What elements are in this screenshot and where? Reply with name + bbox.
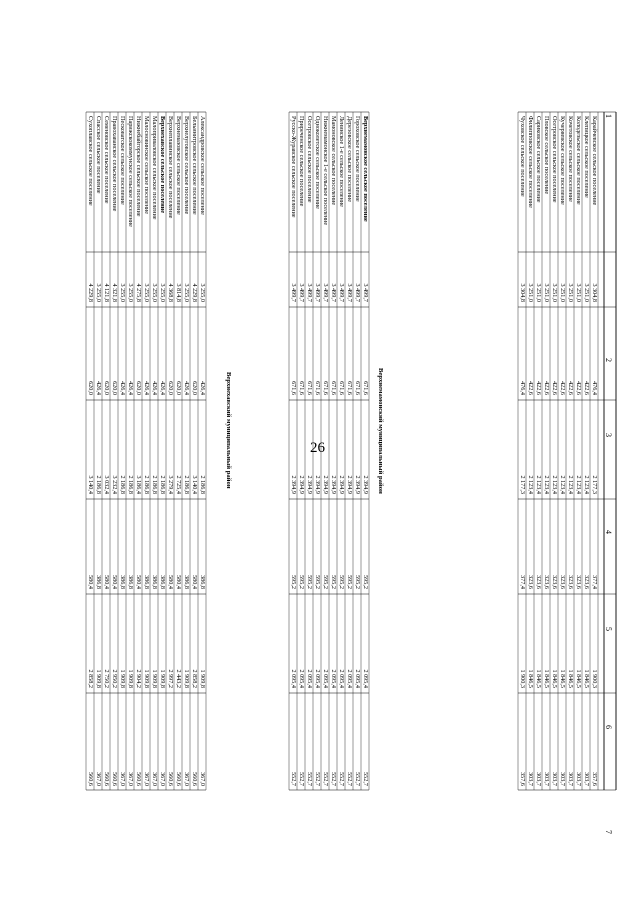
value-cell-col-5: 323,6 bbox=[583, 575, 590, 589]
value-cell-col-2: 4 229,8 bbox=[87, 283, 94, 302]
value-cell-col-5: 580,4 bbox=[191, 575, 198, 589]
value-cell-col-3: 422,6 bbox=[575, 381, 582, 395]
value-cell-col-3: 671,6 bbox=[330, 381, 337, 395]
header-col-2: 2 bbox=[604, 358, 613, 362]
value-cell-col-2: 3 255,0 bbox=[199, 283, 206, 302]
value-cell-col-2: 3 499,7 bbox=[346, 283, 353, 302]
settlement-name: Малоприваловское сельское поселение bbox=[151, 116, 158, 220]
value-cell-col-2: 3 255,0 bbox=[95, 283, 102, 302]
value-cell-col-5: 595,2 bbox=[330, 575, 337, 589]
value-cell-col-2: 3 255,0 bbox=[119, 283, 126, 302]
table-row bbox=[345, 0, 353, 905]
value-cell-col-6: 1 900,3 bbox=[591, 669, 598, 688]
value-cell-col-6: 1 909,8 bbox=[151, 669, 158, 688]
value-cell-col-3: 422,6 bbox=[567, 381, 574, 395]
value-cell-col-4: 2 177,3 bbox=[591, 475, 598, 494]
value-cell-col-7: 560,6 bbox=[135, 772, 142, 786]
value-cell-col-6: 2 443,2 bbox=[175, 669, 182, 688]
settlement-name: Колодезьское сельское поселение bbox=[575, 116, 582, 205]
value-cell-col-6: 1 909,8 bbox=[95, 669, 102, 688]
table-row bbox=[86, 0, 94, 905]
table-row bbox=[353, 0, 361, 905]
value-cell-col-2: 3 499,7 bbox=[306, 283, 313, 302]
value-cell-col-4: 2 123,4 bbox=[575, 475, 582, 494]
value-cell-col-4: 2 177,3 bbox=[519, 475, 526, 494]
value-cell-col-5: 323,6 bbox=[551, 575, 558, 589]
settlement-name: Малосновинское сельское поселение bbox=[143, 116, 150, 214]
value-cell-col-5: 595,2 bbox=[306, 575, 313, 589]
table-row bbox=[574, 0, 582, 905]
value-cell-col-4: 2 394,9 bbox=[314, 475, 321, 494]
value-cell-col-4: 2 394,9 bbox=[354, 475, 361, 494]
header-col-7: 7 bbox=[604, 830, 613, 834]
value-cell-col-5: 580,4 bbox=[87, 575, 94, 589]
value-cell-col-4: 2 123,4 bbox=[527, 475, 534, 494]
value-cell-col-4: 2 394,9 bbox=[322, 475, 329, 494]
value-cell-col-5: 595,2 bbox=[314, 575, 321, 589]
value-cell-col-2: 4 229,8 bbox=[191, 283, 198, 302]
value-cell-col-6: 2 095,4 bbox=[306, 669, 313, 688]
settlement-name: Семеновское сельское поселение bbox=[103, 116, 110, 204]
value-cell-col-5: 595,2 bbox=[354, 575, 361, 589]
value-cell-col-5: 386,8 bbox=[119, 575, 126, 589]
table-row bbox=[550, 0, 558, 905]
value-cell-col-4: 2 123,4 bbox=[559, 475, 566, 494]
value-cell-col-3: 426,4 bbox=[143, 381, 150, 395]
value-cell-col-7: 552,7 bbox=[322, 772, 329, 786]
value-cell-col-3: 620,0 bbox=[191, 381, 198, 395]
value-cell-col-3: 426,4 bbox=[119, 381, 126, 395]
value-cell-col-5: 386,8 bbox=[159, 575, 166, 589]
settlement-name: Одноколетское сельское поселение bbox=[314, 116, 321, 209]
value-cell-col-5: 323,6 bbox=[543, 575, 550, 589]
table-row bbox=[329, 0, 337, 905]
value-cell-col-5: 595,2 bbox=[290, 575, 297, 589]
value-cell-col-6: 1 909,8 bbox=[199, 669, 206, 688]
settlement-name: Кучеряевское сельское поселение bbox=[559, 116, 566, 205]
table-row bbox=[313, 0, 321, 905]
value-cell-col-6: 1 846,5 bbox=[551, 669, 558, 688]
value-cell-col-4: 2 186,8 bbox=[159, 475, 166, 494]
value-cell-col-6: 2 858,2 bbox=[191, 669, 198, 688]
value-cell-col-7: 552,7 bbox=[338, 772, 345, 786]
value-cell-col-3: 422,6 bbox=[543, 381, 550, 395]
value-cell-col-6: 1 900,3 bbox=[519, 669, 526, 688]
value-cell-col-4: 2 394,9 bbox=[346, 475, 353, 494]
value-cell-col-7: 560,6 bbox=[175, 772, 182, 786]
value-cell-col-6: 1 846,5 bbox=[543, 669, 550, 688]
value-cell-col-2: 4 121,8 bbox=[103, 283, 110, 302]
settlement-name: Гороховское сельское поселение bbox=[354, 116, 361, 202]
table-row bbox=[158, 0, 166, 905]
value-cell-col-7: 303,7 bbox=[559, 772, 566, 786]
value-cell-col-6: 2 095,4 bbox=[330, 669, 337, 688]
header-col-6: 6 bbox=[604, 725, 613, 729]
value-cell-col-5: 386,8 bbox=[95, 575, 102, 589]
header-col-3: 3 bbox=[604, 433, 613, 437]
value-cell-col-5: 323,6 bbox=[575, 575, 582, 589]
table-row bbox=[297, 0, 305, 905]
value-cell-col-2: 3 255,0 bbox=[183, 283, 190, 302]
value-cell-col-4: 2 123,4 bbox=[583, 475, 590, 494]
value-cell-col-4: 2 394,9 bbox=[306, 475, 313, 494]
value-cell-col-2: 3 255,0 bbox=[159, 283, 166, 302]
settlement-name: Кочетовское сельское поселение bbox=[567, 116, 574, 202]
table-row bbox=[102, 0, 110, 905]
value-cell-col-3: 476,4 bbox=[591, 381, 598, 395]
value-cell-col-5: 377,4 bbox=[519, 575, 526, 589]
table-row bbox=[566, 0, 574, 905]
table-row bbox=[142, 0, 150, 905]
value-cell-col-6: 2 095,4 bbox=[362, 669, 369, 688]
value-cell-col-3: 422,6 bbox=[535, 381, 542, 395]
value-cell-col-7: 357,6 bbox=[591, 772, 598, 786]
settlement-name: Верхнемамонское сельское поселение bbox=[362, 116, 369, 222]
settlement-name: Верхнеплавинское сельское поселение bbox=[167, 116, 174, 219]
page-number: 26 bbox=[310, 440, 325, 456]
value-cell-col-3: 620,0 bbox=[135, 381, 142, 395]
value-cell-col-7: 552,7 bbox=[298, 772, 305, 786]
value-cell-col-2: 4 321,8 bbox=[111, 283, 118, 302]
value-cell-col-3: 671,6 bbox=[346, 381, 353, 395]
settlement-name: Сариковское сельское поселение bbox=[535, 116, 542, 203]
value-cell-col-3: 426,4 bbox=[159, 381, 166, 395]
value-cell-col-4: 2 123,4 bbox=[567, 475, 574, 494]
value-cell-col-7: 552,7 bbox=[314, 772, 321, 786]
value-cell-col-4: 3 032,4 bbox=[103, 475, 110, 494]
value-cell-col-5: 580,4 bbox=[111, 575, 118, 589]
value-cell-col-4: 2 394,9 bbox=[362, 475, 369, 494]
value-cell-col-2: 3 814,8 bbox=[175, 283, 182, 302]
value-cell-col-7: 560,6 bbox=[167, 772, 174, 786]
value-cell-col-3: 476,4 bbox=[519, 381, 526, 395]
value-cell-col-2: 3 304,8 bbox=[591, 283, 598, 302]
value-cell-col-6: 1 909,8 bbox=[143, 669, 150, 688]
value-cell-col-6: 2 750,2 bbox=[103, 669, 110, 688]
value-cell-col-5: 377,4 bbox=[591, 575, 598, 589]
value-cell-col-6: 1 909,8 bbox=[159, 669, 166, 688]
value-cell-col-7: 560,6 bbox=[87, 772, 94, 786]
value-cell-col-5: 386,8 bbox=[199, 575, 206, 589]
table-row bbox=[118, 0, 126, 905]
settlement-name: Нижнемамонское 1-е сельское поселение bbox=[322, 116, 329, 226]
settlement-name: Нижнебайгорское сельское поселение bbox=[135, 116, 142, 217]
value-cell-col-5: 386,8 bbox=[143, 575, 150, 589]
value-cell-col-3: 620,0 bbox=[87, 381, 94, 395]
value-cell-col-5: 323,6 bbox=[567, 575, 574, 589]
value-cell-col-4: 2 394,9 bbox=[290, 475, 297, 494]
value-cell-col-6: 2 095,4 bbox=[314, 669, 321, 688]
value-cell-col-6: 1 846,5 bbox=[567, 669, 574, 688]
header-col-5: 5 bbox=[604, 627, 613, 631]
value-cell-col-3: 426,4 bbox=[199, 381, 206, 395]
value-cell-col-4: 3 140,4 bbox=[87, 475, 94, 494]
settlement-name: Верхнехавское сельское поселение bbox=[159, 116, 166, 213]
value-cell-col-3: 671,6 bbox=[298, 381, 305, 395]
value-cell-col-3: 671,6 bbox=[306, 381, 313, 395]
value-cell-col-3: 671,6 bbox=[314, 381, 321, 395]
value-cell-col-2: 3 255,0 bbox=[151, 283, 158, 302]
value-cell-col-3: 426,4 bbox=[95, 381, 102, 395]
value-cell-col-5: 595,2 bbox=[298, 575, 305, 589]
value-cell-col-7: 303,7 bbox=[551, 772, 558, 786]
value-cell-col-4: 3 140,4 bbox=[191, 475, 198, 494]
value-cell-col-2: 3 304,8 bbox=[519, 283, 526, 302]
value-cell-col-4: 2 186,8 bbox=[95, 475, 102, 494]
settlement-name: Осетровское сельское поселение bbox=[551, 116, 558, 203]
table-row bbox=[542, 0, 550, 905]
value-cell-col-7: 367,0 bbox=[183, 772, 190, 786]
value-cell-col-3: 426,4 bbox=[183, 381, 190, 395]
value-cell-col-2: 3 255,0 bbox=[143, 283, 150, 302]
value-cell-col-7: 552,7 bbox=[346, 772, 353, 786]
value-cell-col-3: 671,6 bbox=[338, 381, 345, 395]
value-cell-col-3: 671,6 bbox=[354, 381, 361, 395]
value-cell-col-3: 422,6 bbox=[527, 381, 534, 395]
settlement-name: Спасское сельское поселение bbox=[95, 116, 102, 194]
value-cell-col-6: 2 095,4 bbox=[298, 669, 305, 688]
value-cell-col-5: 386,8 bbox=[183, 575, 190, 589]
value-cell-col-5: 386,8 bbox=[127, 575, 134, 589]
value-cell-col-7: 303,7 bbox=[535, 772, 542, 786]
value-cell-col-3: 426,4 bbox=[127, 381, 134, 395]
value-cell-col-7: 303,7 bbox=[543, 772, 550, 786]
value-cell-col-4: 2 186,8 bbox=[199, 475, 206, 494]
value-cell-col-5: 595,2 bbox=[338, 575, 345, 589]
value-cell-col-6: 1 846,5 bbox=[583, 669, 590, 688]
value-cell-col-7: 303,7 bbox=[567, 772, 574, 786]
value-cell-col-2: 3 499,7 bbox=[298, 283, 305, 302]
value-cell-col-7: 303,7 bbox=[527, 772, 534, 786]
value-cell-col-5: 595,2 bbox=[322, 575, 329, 589]
table-row bbox=[582, 0, 590, 905]
value-cell-col-4: 3 186,4 bbox=[135, 475, 142, 494]
settlement-name: Александровское сельское поселение bbox=[199, 116, 206, 215]
value-cell-col-7: 367,0 bbox=[151, 772, 158, 786]
value-cell-col-3: 620,0 bbox=[103, 381, 110, 395]
header-col-1: 1 bbox=[604, 114, 613, 118]
value-cell-col-4: 2 186,8 bbox=[151, 475, 158, 494]
value-cell-col-3: 422,6 bbox=[583, 381, 590, 395]
value-cell-col-3: 426,4 bbox=[151, 381, 158, 395]
value-cell-col-2: 3 251,0 bbox=[583, 283, 590, 302]
value-cell-col-7: 367,0 bbox=[95, 772, 102, 786]
value-cell-col-5: 595,2 bbox=[346, 575, 353, 589]
value-cell-col-6: 2 095,4 bbox=[338, 669, 345, 688]
value-cell-col-6: 2 095,4 bbox=[346, 669, 353, 688]
value-cell-col-5: 595,2 bbox=[362, 575, 369, 589]
value-cell-col-5: 386,8 bbox=[151, 575, 158, 589]
value-cell-col-6: 1 909,8 bbox=[119, 669, 126, 688]
value-cell-col-4: 2 394,9 bbox=[330, 475, 337, 494]
value-cell-col-2: 3 499,7 bbox=[338, 283, 345, 302]
value-cell-col-6: 2 904,2 bbox=[135, 669, 142, 688]
settlement-name: Чуховское сельское поселение bbox=[519, 116, 526, 197]
table-row bbox=[558, 0, 566, 905]
value-cell-col-6: 1 909,8 bbox=[183, 669, 190, 688]
settlement-name: Верхнемазовское сельское поселение bbox=[175, 116, 182, 215]
value-cell-col-2: 3 251,0 bbox=[575, 283, 582, 302]
table-row bbox=[126, 0, 134, 905]
settlement-name: Ленинское 1-е сельское поселение bbox=[338, 116, 345, 207]
value-cell-col-3: 671,6 bbox=[322, 381, 329, 395]
table-row bbox=[321, 0, 329, 905]
value-cell-col-2: 3 499,7 bbox=[290, 283, 297, 302]
table-row bbox=[182, 0, 190, 905]
value-cell-col-3: 620,0 bbox=[175, 381, 182, 395]
value-cell-col-7: 303,7 bbox=[583, 772, 590, 786]
value-cell-col-7: 367,0 bbox=[119, 772, 126, 786]
value-cell-col-7: 303,7 bbox=[575, 772, 582, 786]
value-cell-col-6: 1 846,5 bbox=[535, 669, 542, 688]
header-col-4: 4 bbox=[604, 530, 613, 534]
table-row bbox=[166, 0, 174, 905]
settlement-name: Правохаванское сельское поселение bbox=[111, 116, 118, 212]
value-cell-col-2: 3 251,0 bbox=[567, 283, 574, 302]
table-row bbox=[94, 0, 102, 905]
value-cell-col-5: 580,4 bbox=[135, 575, 142, 589]
value-cell-col-2: 3 499,7 bbox=[362, 283, 369, 302]
settlement-name: Бельинитровское сельское поселение bbox=[191, 116, 198, 215]
value-cell-col-3: 671,6 bbox=[362, 381, 369, 395]
value-cell-col-3: 620,0 bbox=[167, 381, 174, 395]
district-title-verkhnemamonsky: Верхнемамонский муниципальный район bbox=[377, 368, 384, 494]
value-cell-col-6: 2 095,4 bbox=[322, 669, 329, 688]
table-row bbox=[190, 0, 198, 905]
value-cell-col-6: 2 095,4 bbox=[354, 669, 361, 688]
table-row bbox=[518, 0, 526, 905]
value-cell-col-4: 2 725,4 bbox=[175, 475, 182, 494]
table-row bbox=[134, 0, 142, 905]
value-cell-col-7: 552,7 bbox=[354, 772, 361, 786]
table-row bbox=[361, 0, 369, 905]
value-cell-col-6: 2 095,4 bbox=[290, 669, 297, 688]
value-cell-col-5: 580,4 bbox=[175, 575, 182, 589]
value-cell-col-6: 2 997,2 bbox=[167, 669, 174, 688]
table-row bbox=[110, 0, 118, 905]
settlement-name: Парижскокоммунское сельское поселение bbox=[127, 116, 134, 227]
settlement-name: Осетровское сельское поселение bbox=[306, 116, 313, 203]
table-row bbox=[526, 0, 534, 905]
table-row bbox=[289, 0, 297, 905]
value-cell-col-2: 3 251,0 bbox=[535, 283, 542, 302]
value-cell-col-5: 580,4 bbox=[103, 575, 110, 589]
table-row bbox=[337, 0, 345, 905]
settlement-name: Карайчевское сельское поселение bbox=[591, 116, 598, 206]
settlement-name: Дерезовское сельское поселение bbox=[346, 116, 353, 202]
value-cell-col-3: 422,6 bbox=[559, 381, 566, 395]
settlement-name: Песковатское сельское поселение bbox=[119, 116, 126, 205]
value-cell-col-2: 3 251,0 bbox=[551, 283, 558, 302]
value-cell-col-5: 323,6 bbox=[559, 575, 566, 589]
value-cell-col-4: 2 186,8 bbox=[127, 475, 134, 494]
value-cell-col-4: 2 186,8 bbox=[143, 475, 150, 494]
value-cell-col-6: 2 858,2 bbox=[87, 669, 94, 688]
value-cell-col-7: 560,6 bbox=[103, 772, 110, 786]
value-cell-col-6: 1 909,8 bbox=[127, 669, 134, 688]
table-row bbox=[198, 0, 206, 905]
value-cell-col-3: 422,6 bbox=[551, 381, 558, 395]
value-cell-col-3: 620,0 bbox=[111, 381, 118, 395]
district-title-verkhnekhavsky: Верхнехавский муниципальный район bbox=[225, 372, 232, 489]
value-cell-col-7: 367,0 bbox=[159, 772, 166, 786]
settlement-name: Пловское сельское поселение bbox=[543, 116, 550, 195]
settlement-name: Верхнелуговское сельское поселение bbox=[183, 116, 190, 215]
value-cell-col-2: 3 251,0 bbox=[527, 283, 534, 302]
value-cell-col-7: 552,7 bbox=[362, 772, 369, 786]
value-cell-col-2: 3 499,7 bbox=[322, 283, 329, 302]
value-cell-col-6: 1 846,5 bbox=[575, 669, 582, 688]
value-cell-col-7: 367,0 bbox=[143, 772, 150, 786]
value-cell-col-4: 2 186,8 bbox=[183, 475, 190, 494]
value-cell-col-7: 560,6 bbox=[111, 772, 118, 786]
settlement-name: Приреченское сельское поселение bbox=[298, 116, 305, 207]
value-cell-col-4: 3 279,4 bbox=[167, 475, 174, 494]
value-cell-col-4: 2 394,9 bbox=[298, 475, 305, 494]
value-cell-col-5: 323,6 bbox=[527, 575, 534, 589]
value-cell-col-3: 671,6 bbox=[290, 381, 297, 395]
table-row bbox=[590, 0, 598, 905]
value-cell-col-6: 1 846,5 bbox=[527, 669, 534, 688]
value-cell-col-5: 323,6 bbox=[535, 575, 542, 589]
settlement-name: Филипповское сельское поселение bbox=[527, 116, 534, 208]
value-cell-col-4: 2 394,9 bbox=[338, 475, 345, 494]
value-cell-col-7: 357,6 bbox=[519, 772, 526, 786]
value-cell-col-2: 3 499,7 bbox=[354, 283, 361, 302]
table-row bbox=[150, 0, 158, 905]
value-cell-col-4: 2 186,8 bbox=[119, 475, 126, 494]
table-row bbox=[534, 0, 542, 905]
value-cell-col-2: 4 275,8 bbox=[135, 283, 142, 302]
value-cell-col-2: 3 499,7 bbox=[314, 283, 321, 302]
value-cell-col-2: 3 251,0 bbox=[543, 283, 550, 302]
value-cell-col-7: 552,7 bbox=[330, 772, 337, 786]
value-cell-col-4: 2 123,4 bbox=[543, 475, 550, 494]
value-cell-col-4: 3 232,4 bbox=[111, 475, 118, 494]
value-cell-col-6: 1 846,5 bbox=[559, 669, 566, 688]
settlement-name: Мамоновское сельское поселение bbox=[330, 116, 337, 206]
value-cell-col-5: 580,4 bbox=[167, 575, 174, 589]
value-cell-col-6: 2 950,2 bbox=[111, 669, 118, 688]
table-row bbox=[305, 0, 313, 905]
value-cell-col-7: 552,7 bbox=[290, 772, 297, 786]
value-cell-col-7: 560,6 bbox=[191, 772, 198, 786]
settlement-name: Сухоплавское сельское поселение bbox=[87, 116, 94, 206]
value-cell-col-2: 3 251,0 bbox=[559, 283, 566, 302]
table-row bbox=[174, 0, 182, 905]
value-cell-col-2: 3 255,0 bbox=[127, 283, 134, 302]
value-cell-col-2: 3 499,7 bbox=[330, 283, 337, 302]
value-cell-col-7: 367,0 bbox=[199, 772, 206, 786]
settlement-name: Клепицкое сельское поселение bbox=[583, 116, 590, 198]
settlement-name: Русско-Журавское сельское поселение bbox=[290, 116, 297, 218]
value-cell-col-2: 4 368,8 bbox=[167, 283, 174, 302]
value-cell-col-7: 367,0 bbox=[127, 772, 134, 786]
value-cell-col-7: 552,7 bbox=[306, 772, 313, 786]
value-cell-col-4: 2 123,4 bbox=[535, 475, 542, 494]
value-cell-col-4: 2 123,4 bbox=[551, 475, 558, 494]
